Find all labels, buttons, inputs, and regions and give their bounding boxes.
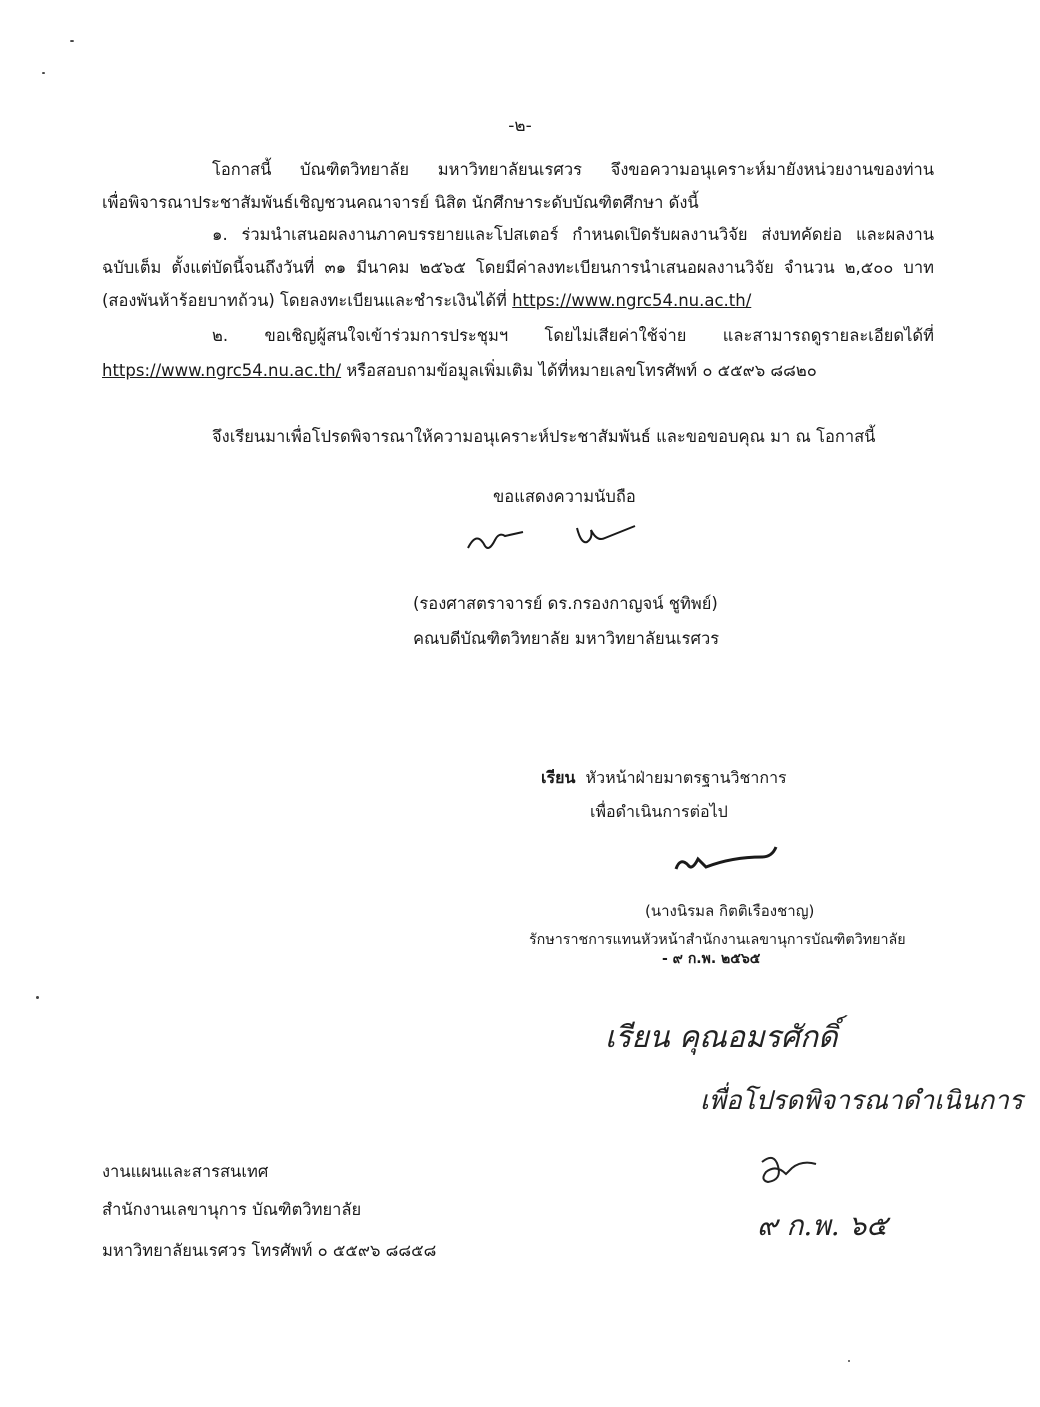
approver-signature-icon <box>672 843 792 877</box>
item-2-line-1: ๒. ขอเชิญผู้สนใจเข้าร่วมการประชุมฯ โดยไม่เสียค่าใช้จ่าย และสามารถดูรายละเอียดได้ที่ <box>212 326 934 345</box>
item-2-line-2 <box>102 358 817 384</box>
stamp-action: เพื่อดำเนินการต่อไป <box>590 802 728 821</box>
stamp-to-line <box>541 766 787 791</box>
regards-text: ขอแสดงความนับถือ <box>493 487 636 506</box>
signatory-name: (รองศาสตราจารย์ ดร.กรองกาญจน์ ชูทิพย์) <box>413 594 718 613</box>
intro-line-2: เพื่อพิจารณาประชาสัมพันธ์เชิญชวนคณาจารย์ นิสิต นักศึกษาระดับบัณฑิตศึกษา ดังนี้ <box>102 193 699 212</box>
footer-line-2: สำนักงานเลขานุการ บัณฑิตวิทยาลัย <box>102 1200 362 1219</box>
stamp-name: (นางนิรมล กิตติเรืองชาญ) <box>645 902 815 920</box>
details-link[interactable]: https://www.ngrc54.nu.ac.th/ <box>102 361 342 380</box>
item-1-line-3 <box>102 288 751 314</box>
item-2-line-2-text: หรือสอบถามข้อมูลเพิ่มเติม ได้ที่หมายเลขโทรศัพท์ ๐ ๕๕๙๖ ๘๘๒๐ <box>341 361 817 380</box>
stamp-date: - ๙ ก.พ. ๒๕๖๕ <box>662 951 761 967</box>
intro-line-1: โอกาสนี้ บัณฑิตวิทยาลัย มหาวิทยาลัยนเรศวร จึงขอความอนุเคราะห์มายังหน่วยงานของท่าน <box>212 160 934 179</box>
item-1-line-3-text: (สองพันห้าร้อยบาทถ้วน) โดยลงทะเบียนและชำระเงินได้ที่ <box>102 291 513 310</box>
registration-link[interactable]: https://www.ngrc54.nu.ac.th/ <box>512 291 752 310</box>
handwritten-initials-icon <box>752 1150 832 1190</box>
item-1-line-2: ฉบับเต็ม ตั้งแต่บัดนี้จนถึงวันที่ ๓๑ มีนาคม ๒๕๖๕ โดยมีค่าลงทะเบียนการนำเสนอผลงานวิจัย จำนวน ๒,๕๐๐ บาท <box>102 258 934 277</box>
page-number: -๒- <box>508 116 532 136</box>
scan-speck <box>36 996 39 999</box>
handwritten-date: ๙ ก.พ. ๖๕ <box>757 1209 888 1242</box>
closing-sentence: จึงเรียนมาเพื่อโปรดพิจารณาให้ความอนุเคราะห์ประชาสัมพันธ์ และขอขอบคุณ มา ณ โอกาสนี้ <box>212 427 876 446</box>
scan-speck <box>70 40 74 42</box>
scan-speck <box>848 1360 850 1362</box>
handwritten-note-line-1: เรียน คุณอมรศักดิ์ <box>605 1020 838 1055</box>
footer-line-1: งานแผนและสารสนเทศ <box>102 1162 269 1181</box>
stamp-position: รักษาราชการแทนหัวหน้าสำนักงานเลขานุการบัณฑิตวิทยาลัย <box>529 932 906 948</box>
scan-speck <box>42 72 45 74</box>
stamp-to-label: เรียน <box>541 768 576 787</box>
dean-signature-icon <box>465 520 665 560</box>
handwritten-note-line-2: เพื่อโปรดพิจารณาดำเนินการ <box>700 1086 1023 1116</box>
item-1-line-1: ๑. ร่วมนำเสนอผลงานภาคบรรยายและโปสเตอร์ กำหนดเปิดรับผลงานวิจัย ส่งบทคัดย่อ และผลงาน <box>212 225 934 244</box>
footer-line-3: มหาวิทยาลัยนเรศวร โทรศัพท์ ๐ ๕๕๙๖ ๘๘๕๘ <box>102 1241 437 1260</box>
signatory-position: คณบดีบัณฑิตวิทยาลัย มหาวิทยาลัยนเรศวร <box>413 629 720 648</box>
stamp-to-value: หัวหน้าฝ่ายมาตรฐานวิชาการ <box>585 768 787 787</box>
